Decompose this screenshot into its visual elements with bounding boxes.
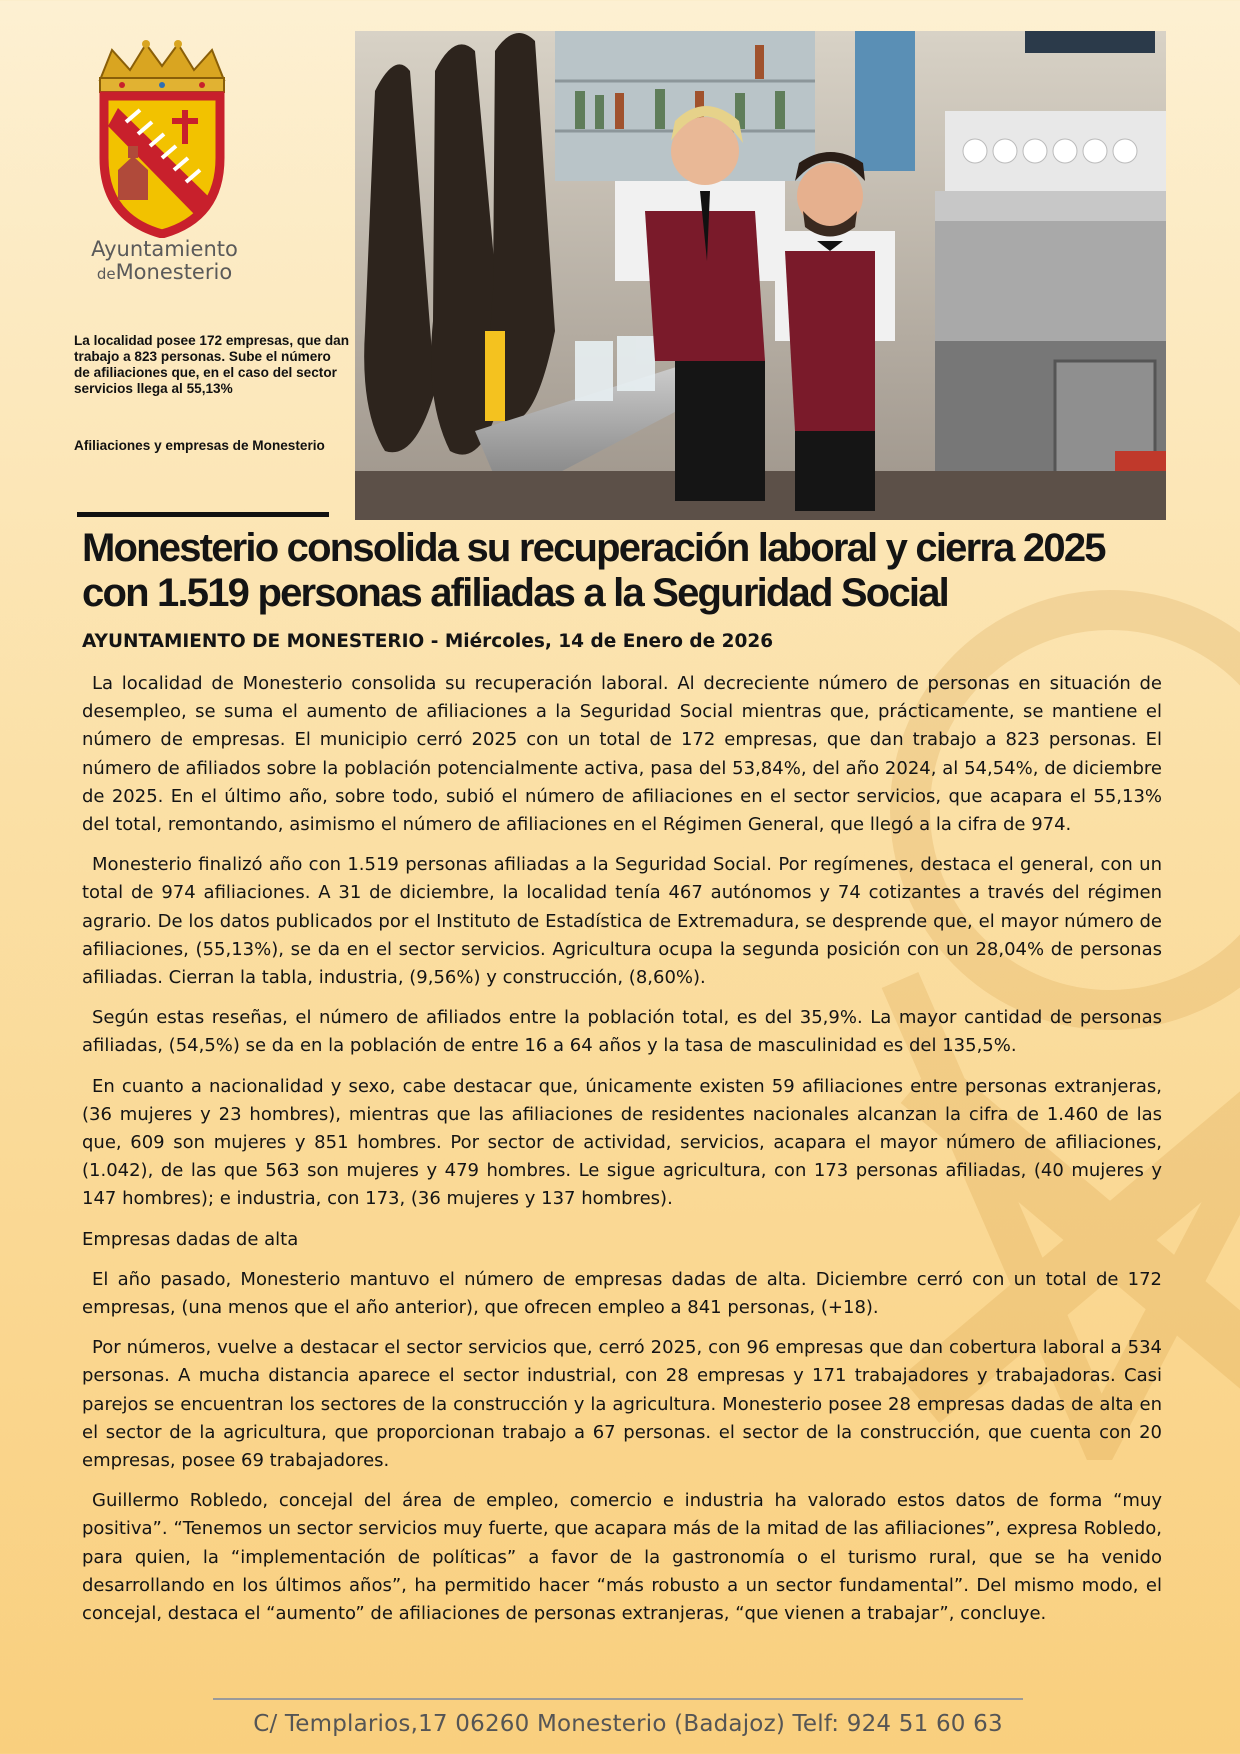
article-body xyxy=(82,670,1162,1640)
article-paragraph: El año pasado, Monesterio mantuvo el número de empresas dadas de alta. Diciembre cerró con un total de 172 empresas, (una menos que el año anterior), que ofrecen empleo a 841 personas, (+18). xyxy=(82,1268,1162,1319)
bar-staff-photo xyxy=(355,31,1166,520)
logo-caption xyxy=(82,238,247,286)
article-paragraph: Monesterio finalizó año con 1.519 personas afiliadas a la Seguridad Social. Por regímenes, destaca el general, con un total de 974 afiliaciones. A 31 de diciembre, la localidad tenía 467 autónomos y 74 cotizantes a través del régimen agrario. De los datos publicados por el Instituto de Estadística de Extremadura, se desprende que, el mayor número de afiliaciones, (55,13%), se da en el sector servicios. Agricultura ocupa la segunda posición con un 28,04% de personas afiliadas. Cierran la tabla, industria, (9,56%) y construcción, (8,60%). xyxy=(82,854,1162,989)
article-headline: Monesterio consolida su recuperación laboral y cierra 2025 con 1.519 personas afiliadas a la Seguridad Social xyxy=(82,526,1105,615)
logo-name-line1: Ayuntamiento xyxy=(91,237,238,261)
article-dateline: AYUNTAMIENTO DE MONESTERIO - Miércoles, 14 de Enero de 2026 xyxy=(82,631,774,652)
logo-name-prefix: de xyxy=(96,265,116,283)
bar-scene-image xyxy=(355,31,1166,520)
photo-caption: La localidad posee 172 empresas, que dan trabajo a 823 personas. Sube el número de afiliaciones que, en el caso del sector servicios llega al 55,13% xyxy=(74,333,350,396)
crown-icon xyxy=(100,40,224,92)
caption-divider xyxy=(77,512,329,517)
article-paragraph: La localidad de Monesterio consolida su recuperación laboral. Al decreciente número de personas en situación de desempleo, se suma el aumento de afiliaciones a la Seguridad Social mientras que, prácticamente, se mantiene el número de empresas. El municipio cerró 2025 con un total de 172 empresas, que dan trabajo a 823 personas. El número de afiliados sobre la población potencialmente activa, pasa del 53,84%, del año 2024, al 54,54%, de diciembre de 2025. En el último año, sobre todo, subió el número de afiliaciones en el sector servicios, que acapara el 55,13% del total, remontando, asimismo el número de afiliaciones en el Régimen General, que llegó a la cifra de 974. xyxy=(82,673,1162,836)
article-paragraph: En cuanto a nacionalidad y sexo, cabe destacar que, únicamente existen 59 afiliaciones entre personas extranjeras, (36 mujeres y 23 hombres), mientras que las afiliaciones de residentes nacionales alcanzan la cifra de 1.460 de las que, 609 son mujeres y 851 hombres. Por sector de actividad, servicios, acapara el mayor número de afiliaciones, (1.042), de las que 563 son mujeres y 479 hombres. Le sigue agricultura, con 173 personas afiliadas, (40 mujeres y 147 hombres); e industria, con 173, (36 mujeres y 137 hombres). xyxy=(82,1075,1162,1210)
logo-name-line2: Monesterio xyxy=(115,260,233,284)
article-paragraph: Guillermo Robledo, concejal del área de empleo, comercio e industria ha valorado estos datos de forma “muy positiva”. “Tenemos un sector servicios muy fuerte, que acapara más de la mitad de las afiliaciones”, expresa Robledo, para quien, la “implementación de políticas” a favor de la gastronomía o el turismo rural, que se ha venido desarrollando en los últimos años”, ha permitido hacer “más robusto a un sector fundamental”. Del mismo modo, el concejal, destaca el “aumento” de afiliaciones de personas extranjeras, “que vienen a trabajar”, concluye. xyxy=(82,1490,1162,1625)
article-paragraph: Según estas reseñas, el número de afiliados entre la población total, es del 35,9%. La mayor cantidad de personas afiliadas, (54,5%) se da en la población de entre 16 a 64 años y la tasa de masculinidad es del 135,5%. xyxy=(82,1007,1162,1057)
footer-divider xyxy=(213,1698,1023,1700)
article-subheading: Empresas dadas de alta xyxy=(82,1228,299,1250)
article-paragraph: Por números, vuelve a destacar el sector servicios que, cerró 2025, con 96 empresas que dan cobertura laboral a 534 personas. A mucha distancia aparece el sector industrial, con 28 empresas y 171 trabajadores y trabajadoras. Casi parejos se encuentran los sectores de la construcción y la agricultura. Monesterio posee 28 empresas dadas de alta en el sector de la agricultura, que proporcionan trabajo a 67 personas. el sector de la construcción, que cuenta con 20 empresas, posee 69 trabajadores. xyxy=(82,1337,1162,1472)
photo-subtitle: Afiliaciones y empresas de Monesterio xyxy=(74,438,325,453)
coat-of-arms-icon xyxy=(82,38,242,238)
footer-address: C/ Templarios,17 06260 Monesterio (Badajoz) Telf: 924 51 60 63 xyxy=(253,1711,1003,1737)
